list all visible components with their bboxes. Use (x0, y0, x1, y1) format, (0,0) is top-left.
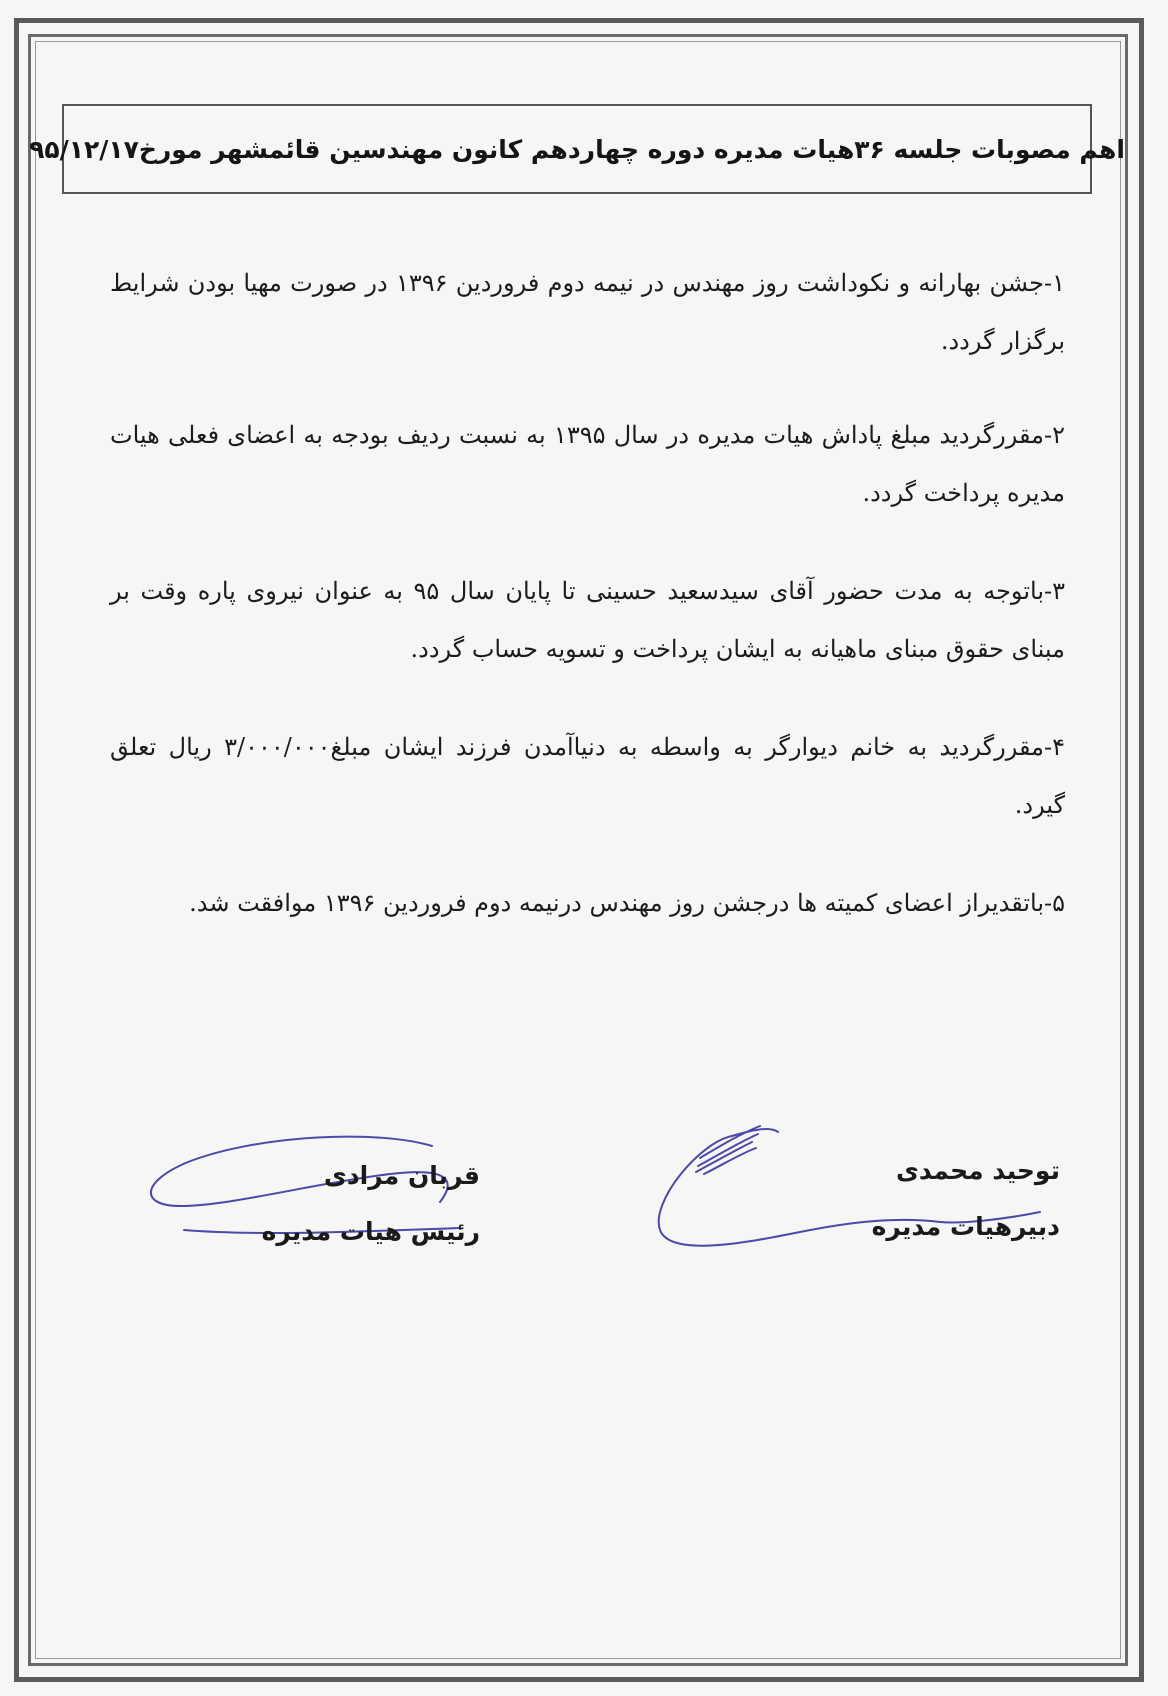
resolution-item-2: ۲-مقررگردید مبلغ پاداش هیات مدیره در سال ۱۳۹۵ به نسبت ردیف بودجه به اعضای فعلی هیات مدیره پرداخت گردد. (110, 421, 1066, 507)
chairman-name: قربان مرادی (323, 1161, 480, 1190)
secretary-role: دبیرهیات مدیره (871, 1212, 1060, 1241)
chairman-signature-block (230, 1148, 480, 1260)
document-title: اهم مصوبات جلسه ۳۶هیات مدیره دوره چهاردهم کانون مهندسین قائمشهر مورخ۹۵/۱۲/۱۷ (29, 134, 1125, 164)
secretary-signature-block (800, 1143, 1060, 1255)
resolution-item-5: ۵-باتقدیراز اعضای کمیته ها درجشن روز مهندس درنیمه دوم فروردین ۱۳۹۶ موافقت شد. (189, 889, 1065, 917)
resolution-item-4: ۴-مقررگردید به خانم دیوارگر به واسطه به دنیاآمدن فرزند ایشان مبلغ۳/۰۰۰/۰۰۰ ریال تعلق گیرد. (110, 733, 1065, 819)
secretary-name: توحید محمدی (895, 1156, 1060, 1185)
chairman-role: رئیس هیات مدیره (261, 1217, 480, 1246)
resolutions-list (110, 254, 1065, 972)
title-box (29, 104, 1125, 194)
resolution-item-1: ۱-جشن بهارانه و نکوداشت روز مهندس در نیمه دوم فروردین ۱۳۹۶ در صورت مهیا بودن شرایط برگزار گردد. (110, 269, 1065, 355)
resolution-item-3: ۳-باتوجه به مدت حضور آقای سیدسعید حسینی تا پایان سال ۹۵ به عنوان نیروی پاره وقت بر مبنای حقوق مبنای ماهیانه به ایشان پرداخت و تسویه حساب گردد. (110, 577, 1065, 663)
